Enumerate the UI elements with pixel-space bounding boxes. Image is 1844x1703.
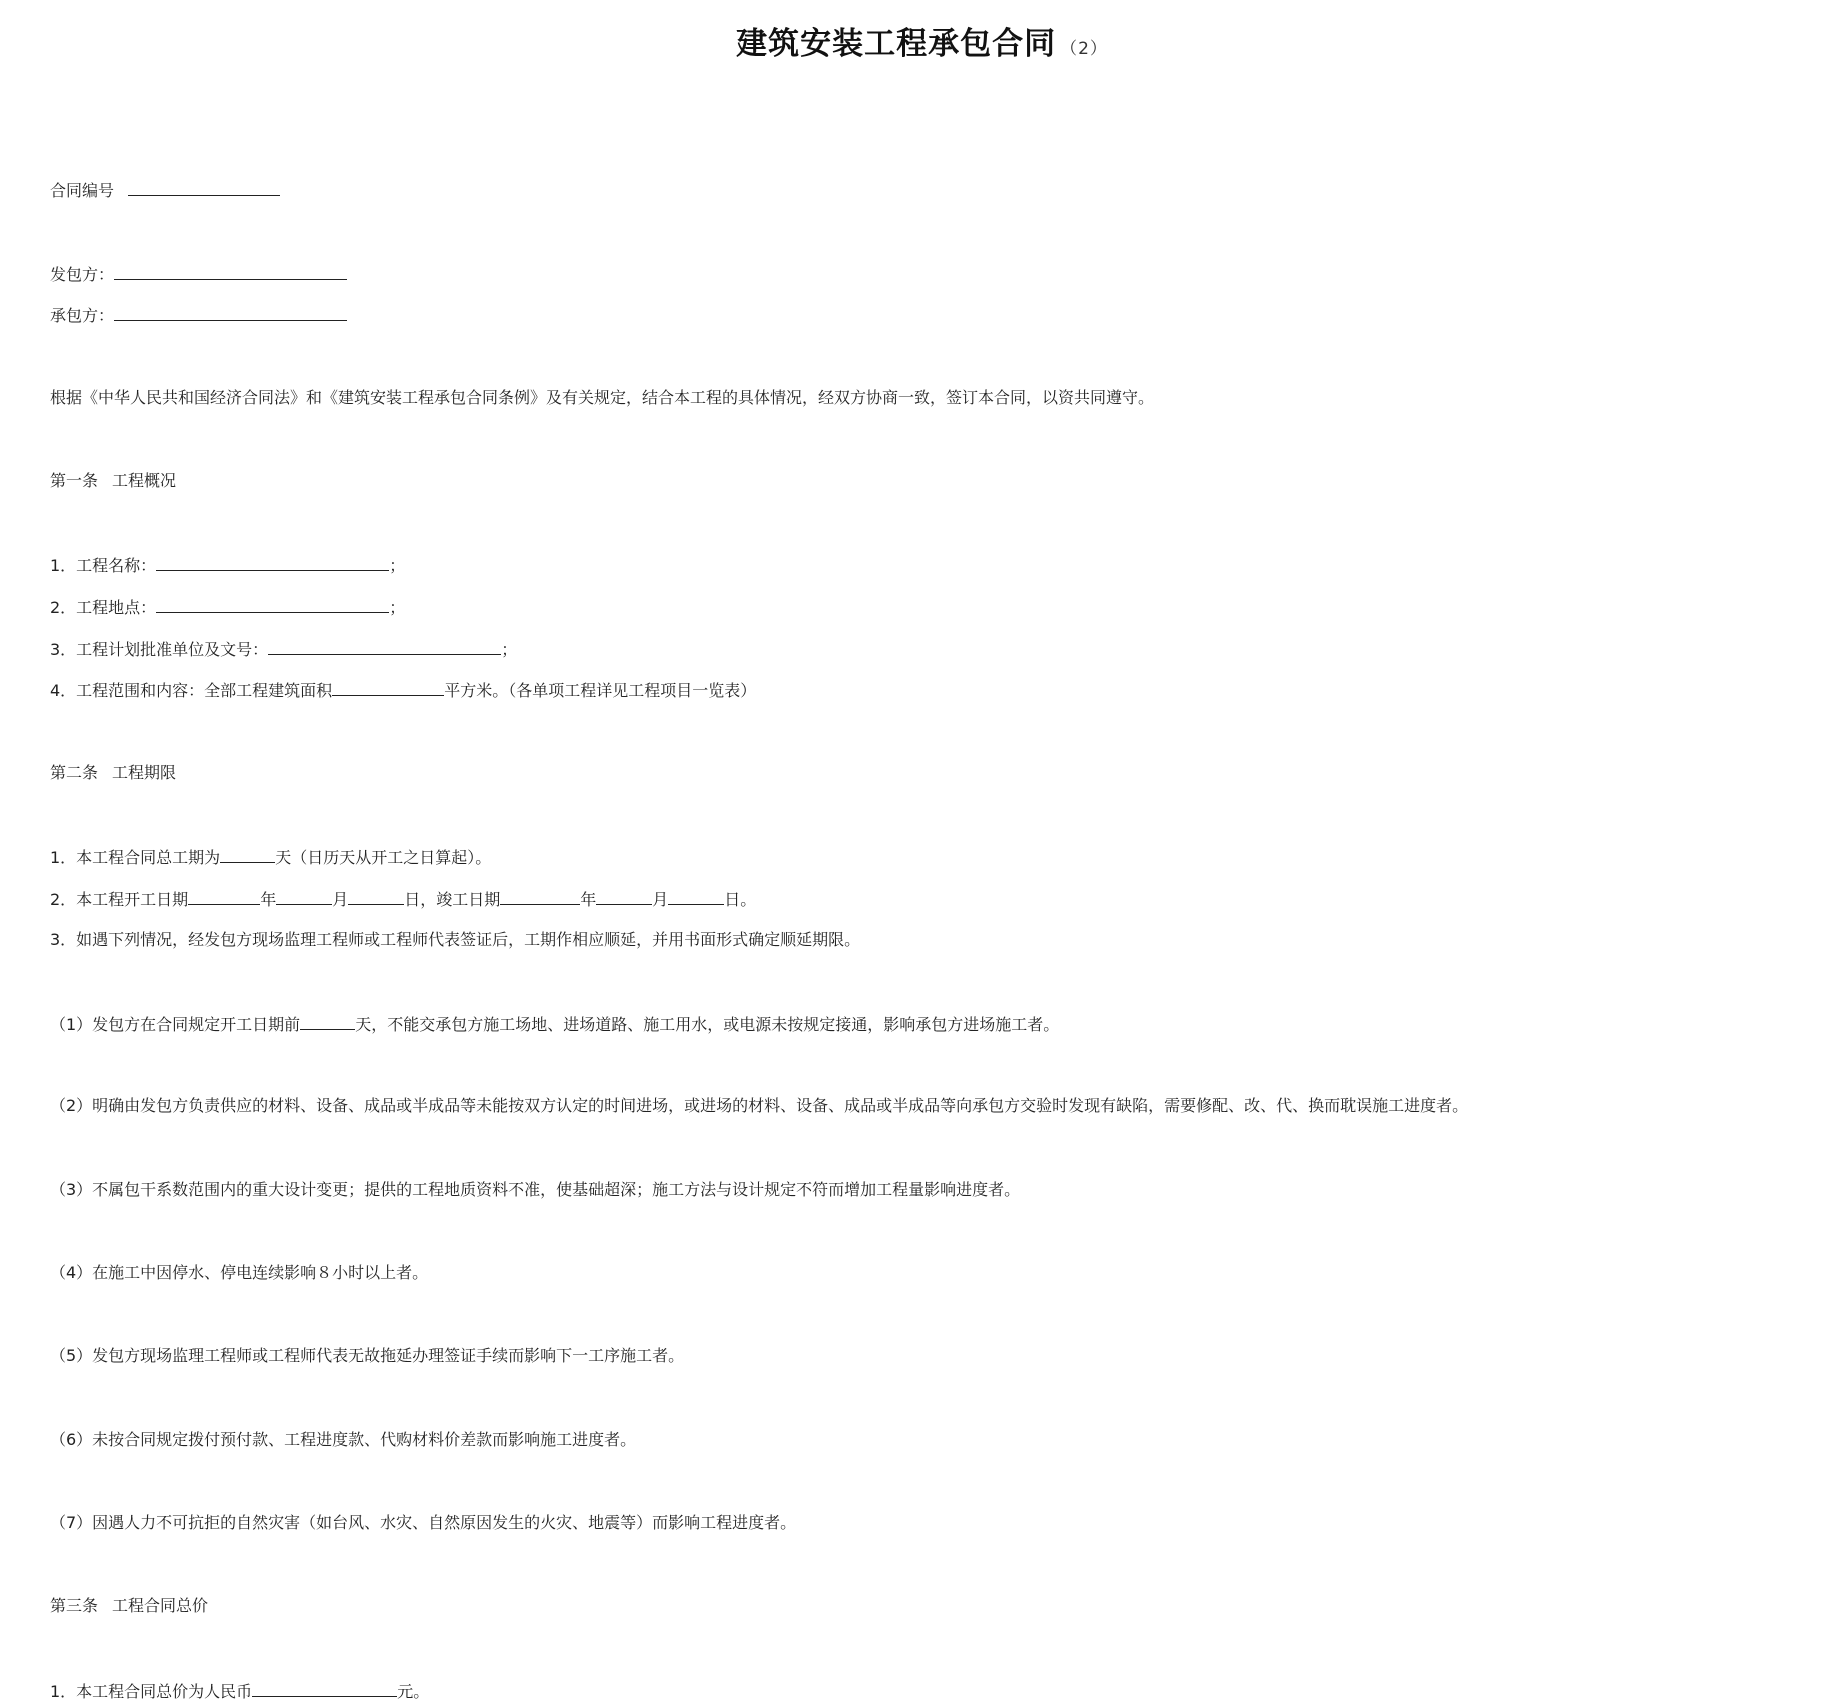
start-year-field[interactable] xyxy=(188,887,260,905)
article-1-item-3 xyxy=(50,637,517,661)
delay-case-5: （5）发包方现场监理工程师或工程师代表无故拖延办理签证手续而影响下一工序施工者。 xyxy=(50,1346,685,1365)
year-unit: 年 xyxy=(580,890,597,909)
article-2-heading xyxy=(50,762,176,784)
end-date-label: 日，竣工日期 xyxy=(404,890,501,909)
party-b-label: 承包方： xyxy=(50,306,115,325)
article-2-item-3: 3．如遇下列情况，经发包方现场监理工程师或工程师代表签证后，工期作相应顺延，并用书面形式确定顺延期限。 xyxy=(50,930,861,949)
end-month-field[interactable] xyxy=(596,887,652,905)
day-unit: 日。 xyxy=(724,890,757,909)
title-suffix: （2） xyxy=(1060,39,1108,59)
delay-case-6: （6）未按合同规定拨付预付款、工程进度款、代购材料价差款而影响施工进度者。 xyxy=(50,1430,637,1449)
duration-label: 1．本工程合同总工期为 xyxy=(50,848,221,867)
article-3-heading xyxy=(50,1595,208,1617)
party-b-field[interactable] xyxy=(114,303,347,321)
article-1-item-2 xyxy=(50,595,405,619)
preamble-paragraph: 根据《中华人民共和国经济合同法》和《建筑安装工程承包合同条例》及有关规定，结合本工程的具体情况，经双方协商一致，签订本合同，以资共同遵守。 xyxy=(50,388,1155,407)
project-location-label: 2．工程地点： xyxy=(50,598,157,617)
article-3-item-1 xyxy=(50,1679,429,1703)
delay-case-3: （3）不属包干系数范围内的重大设计变更；提供的工程地质资料不准，使基础超深；施工方法与设计规定不符而增加工程量影响进度者。 xyxy=(50,1180,1021,1199)
area-suffix: 平方米。（各单项工程详见工程项目一览表） xyxy=(444,681,757,700)
total-price-field[interactable] xyxy=(252,1679,397,1697)
article-2-number: 第二条 xyxy=(50,763,99,782)
party-b-line xyxy=(50,303,347,327)
article-1-item-4 xyxy=(50,678,756,702)
contract-number-field[interactable] xyxy=(128,178,280,196)
area-field[interactable] xyxy=(332,678,444,696)
delay-case-1-text: （1）发包方在合同规定开工日期前 xyxy=(50,1015,301,1034)
article-3-number: 第三条 xyxy=(50,1596,99,1615)
punctuation: ； xyxy=(389,598,406,617)
year-unit: 年 xyxy=(260,890,277,909)
contract-number-line xyxy=(50,178,280,202)
article-3-title: 工程合同总价 xyxy=(112,1596,209,1615)
article-1-number: 第一条 xyxy=(50,471,99,490)
article-1-title: 工程概况 xyxy=(112,471,177,490)
project-location-field[interactable] xyxy=(156,595,389,613)
title-text: 建筑安装工程承包合同 xyxy=(736,26,1057,62)
start-month-field[interactable] xyxy=(276,887,332,905)
delay-case-4: （4）在施工中因停水、停电连续影响８小时以上者。 xyxy=(50,1263,429,1282)
party-a-label: 发包方： xyxy=(50,265,115,284)
start-date-label: 2．本工程开工日期 xyxy=(50,890,189,909)
project-name-label: 1．工程名称： xyxy=(50,556,157,575)
area-label: 4．工程范围和内容：全部工程建筑面积 xyxy=(50,681,333,700)
duration-suffix: 天（日历天从开工之日算起）。 xyxy=(275,848,492,867)
delay-case-1 xyxy=(50,1012,1059,1036)
party-a-field[interactable] xyxy=(114,262,347,280)
article-2-item-1 xyxy=(50,845,491,869)
punctuation: ； xyxy=(389,556,406,575)
month-unit: 月 xyxy=(652,890,669,909)
month-unit: 月 xyxy=(332,890,349,909)
delay-case-7: （7）因遇人力不可抗拒的自然灾害（如台风、水灾、自然原因发生的火灾、地震等）而影响工程进度者。 xyxy=(50,1513,797,1532)
duration-field[interactable] xyxy=(220,845,275,863)
document-title xyxy=(0,18,1844,63)
punctuation: ； xyxy=(501,640,518,659)
days-before-field[interactable] xyxy=(300,1012,355,1030)
delay-case-1-suffix: 天，不能交承包方施工场地、进场道路、施工用水，或电源未按规定接通，影响承包方进场施工者。 xyxy=(355,1015,1060,1034)
project-name-field[interactable] xyxy=(156,553,389,571)
total-price-label: 1．本工程合同总价为人民币 xyxy=(50,1682,253,1701)
approval-label: 3．工程计划批准单位及文号： xyxy=(50,640,269,659)
party-a-line xyxy=(50,262,347,286)
start-day-field[interactable] xyxy=(348,887,404,905)
total-price-suffix: 元。 xyxy=(397,1682,430,1701)
end-year-field[interactable] xyxy=(500,887,580,905)
article-2-item-2 xyxy=(50,887,756,911)
article-1-item-1 xyxy=(50,553,405,577)
article-1-heading xyxy=(50,470,176,492)
article-2-title: 工程期限 xyxy=(112,763,177,782)
contract-number-label: 合同编号 xyxy=(50,181,115,200)
end-day-field[interactable] xyxy=(668,887,724,905)
approval-field[interactable] xyxy=(268,637,501,655)
delay-case-2: （2）明确由发包方负责供应的材料、设备、成品或半成品等未能按双方认定的时间进场，或进场的材料、设备、成品或半成品等向承包方交验时发现有缺陷，需要修配、改、代、换而耽误施工进度者。 xyxy=(50,1096,1469,1115)
